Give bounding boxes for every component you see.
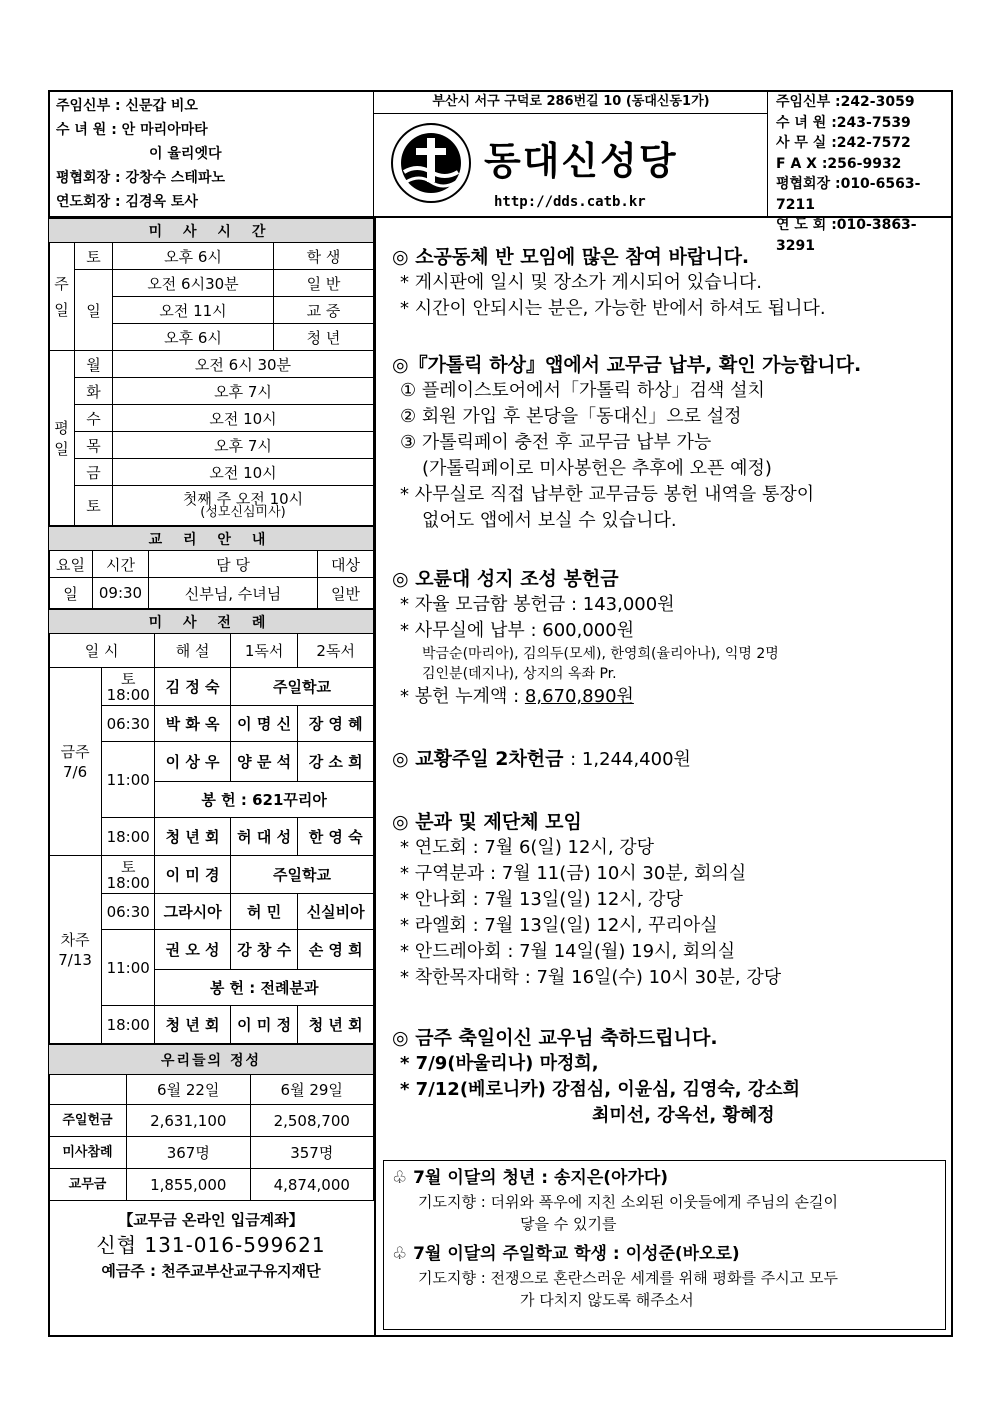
notice-line: ③ 가톨릭페이 충전 후 교무금 납부 가능 bbox=[400, 432, 712, 453]
sunday-label-text: 주일 bbox=[54, 274, 69, 319]
time-cell bbox=[102, 856, 155, 894]
contact-label: 평협회장 : bbox=[776, 176, 841, 192]
staff-value: 안 마리아마타 bbox=[121, 122, 208, 138]
mass-time: 오전 11시 bbox=[113, 297, 274, 324]
week-date: 7/13 bbox=[58, 950, 92, 969]
feast-line: 최미선, 강옥선, 황혜정 bbox=[592, 1105, 775, 1126]
time-cell: 18:00 bbox=[102, 1006, 155, 1044]
total-value: 8,670,890원 bbox=[524, 686, 634, 707]
mass-time: 오후 7시 bbox=[113, 378, 374, 405]
contact-value: 243-7539 bbox=[836, 114, 911, 131]
reader: 장 영 혜 bbox=[298, 706, 374, 742]
week-label: 금주 bbox=[60, 742, 90, 761]
mass-time: 오후 7시 bbox=[113, 432, 374, 459]
contact-value: 010-3863-3291 bbox=[776, 217, 917, 254]
row-label: 주일헌금 bbox=[49, 1105, 127, 1137]
meeting-item: * 안나회 : 7월 13일(일) 12시, 강당 bbox=[400, 889, 683, 910]
account-title: 【교무금 온라인 입금계좌】 bbox=[118, 1211, 304, 1229]
prayer-text: 기도지향 : 전쟁으로 혼란스러운 세계를 위해 평화를 주시고 모두 bbox=[418, 1269, 838, 1287]
week-label: 차주 bbox=[60, 930, 90, 949]
contact-value: 010-6563-7211 bbox=[776, 176, 921, 213]
meeting-item: * 구역분과 : 7월 11(금) 10시 30분, 회의실 bbox=[400, 863, 747, 884]
donor-list: 박금순(마리아), 김의두(모세), 한영희(율리아나), 익명 2명 bbox=[422, 646, 779, 662]
header-staff bbox=[48, 90, 374, 216]
catechism-title: 교 리 안 내 bbox=[49, 527, 374, 551]
col-header: 1독서 bbox=[230, 634, 297, 668]
time-cell: 11:00 bbox=[102, 742, 155, 818]
contact-value: 242-3059 bbox=[840, 94, 915, 110]
day-label: 수 bbox=[75, 405, 113, 432]
commentator: 박 화 옥 bbox=[155, 706, 231, 742]
cat-cell: 일 bbox=[49, 578, 93, 609]
reader: 이 미 정 bbox=[230, 1006, 297, 1044]
reader: 신실비아 bbox=[298, 894, 374, 930]
mass-time-note: (성모신심미사) bbox=[200, 504, 286, 520]
col-header: 대상 bbox=[318, 551, 374, 578]
staff-label: 연도회장 : bbox=[56, 194, 121, 210]
col-header: 2독서 bbox=[298, 634, 374, 668]
notice-line: 없어도 앱에서 보실 수 있습니다. bbox=[422, 510, 677, 531]
weekday-label: 평일 bbox=[49, 351, 75, 526]
church-url[interactable]: http://dds.catb.kr bbox=[494, 194, 646, 210]
header-center bbox=[374, 90, 768, 216]
notice-title: ◎『가톨릭 하상』앱에서 교무금 납부, 확인 가능합니다. bbox=[392, 354, 862, 376]
reader: 강 창 수 bbox=[230, 930, 297, 970]
notice-line: * 사무실로 직접 납부한 교무금등 봉헌 내역을 통장이 bbox=[400, 484, 815, 505]
reader: 주일학교 bbox=[230, 856, 373, 894]
sat-mark: 토 bbox=[120, 857, 136, 876]
amount: 1,855,000 bbox=[127, 1169, 251, 1201]
week-date: 7/6 bbox=[63, 762, 88, 781]
staff-value: 신문갑 비오 bbox=[125, 98, 198, 114]
offering-table bbox=[48, 1044, 374, 1201]
church-address: 부산시 서구 구덕로 286번길 10 (동대신동1가) bbox=[374, 90, 768, 114]
prayer-box bbox=[383, 1160, 946, 1330]
contact-label: 연 도 회 : bbox=[776, 217, 837, 233]
contact-label: 사 무 실 : bbox=[776, 135, 837, 151]
notice-line: * 게시판에 일시 및 장소가 게시되어 있습니다. bbox=[400, 272, 763, 293]
day-label: 금 bbox=[75, 459, 113, 486]
col-header: 해 설 bbox=[155, 634, 231, 668]
staff-label: 평협회장 : bbox=[56, 170, 121, 186]
mass-time: 오후 6시 bbox=[113, 243, 274, 270]
notice-line: (가톨릭페이로 미사봉헌은 추후에 오픈 예정) bbox=[422, 458, 772, 479]
left-column bbox=[48, 218, 376, 1337]
reader: 이 명 신 bbox=[230, 706, 297, 742]
commentator: 김 정 숙 bbox=[155, 668, 231, 706]
blank-cell bbox=[49, 1075, 127, 1105]
prayer-text: 닿을 수 있기를 bbox=[520, 1215, 617, 1233]
amount: 2,508,700 bbox=[250, 1105, 374, 1137]
reader: 허 민 bbox=[230, 894, 297, 930]
mass-time: 오전 6시30분 bbox=[113, 270, 274, 297]
notice-title: ◎ 금주 축일이신 교우님 축하드립니다. bbox=[392, 1027, 718, 1049]
sat-mark: 토 bbox=[120, 669, 136, 688]
staff-value: 김경옥 토사 bbox=[125, 194, 198, 210]
prayer-text: 가 다치지 않도록 해주소서 bbox=[520, 1291, 694, 1309]
notice-line: * 자율 모금함 봉헌금 : 143,000원 bbox=[400, 594, 675, 615]
commentator: 청 년 회 bbox=[155, 818, 231, 856]
day-label: 토 bbox=[75, 486, 113, 526]
commentator: 청 년 회 bbox=[155, 1006, 231, 1044]
next-week-label bbox=[49, 856, 102, 1044]
row-label: 미사참례 bbox=[49, 1137, 127, 1169]
contact-value: 242-7572 bbox=[836, 135, 911, 151]
total-label: * 봉헌 누계액 : bbox=[400, 686, 520, 707]
mass-time: 오전 10시 bbox=[113, 405, 374, 432]
catechism-table bbox=[48, 526, 374, 609]
youth-title: ♧ 7월 이달의 청년 : 송지은(아가다) bbox=[392, 1168, 669, 1188]
day-label: 목 bbox=[75, 432, 113, 459]
feast-line: * 7/12(베로니카) 강점심, 이윤심, 김영숙, 강소희 bbox=[400, 1079, 801, 1100]
reader: 한 영 숙 bbox=[298, 818, 374, 856]
mass-service-table bbox=[48, 609, 374, 1044]
commentator: 이 상 우 bbox=[155, 742, 231, 782]
offering-group: 봉 헌 : 621꾸리아 bbox=[155, 782, 374, 818]
col-header: 6월 29일 bbox=[250, 1075, 374, 1105]
this-week-label bbox=[49, 668, 102, 856]
amount: 367명 bbox=[127, 1137, 251, 1169]
church-logo-icon bbox=[390, 122, 472, 204]
amount: 2,631,100 bbox=[127, 1105, 251, 1137]
staff-value: 이 율리엣다 bbox=[149, 146, 222, 162]
mass-group: 일 반 bbox=[274, 270, 374, 297]
day-label: 월 bbox=[75, 351, 113, 378]
mass-time: 오전 10시 bbox=[113, 459, 374, 486]
mass-times-title: 미 사 시 간 bbox=[49, 219, 374, 243]
cat-cell: 신부님, 수녀님 bbox=[149, 578, 318, 609]
time-cell: 11:00 bbox=[102, 930, 155, 1006]
col-header: 요일 bbox=[49, 551, 93, 578]
time-text: 18:00 bbox=[106, 685, 150, 704]
reader: 양 문 석 bbox=[230, 742, 297, 782]
account-number: 신협 131-016-599621 bbox=[96, 1233, 326, 1257]
mass-time: 오후 6시 bbox=[113, 324, 274, 351]
mass-group: 교 중 bbox=[274, 297, 374, 324]
donor-list: 김인분(데지나), 상지의 옥좌 Pr. bbox=[422, 666, 617, 682]
col-header: 6월 22일 bbox=[127, 1075, 251, 1105]
mass-time-text: 첫째 주 오전 10시 bbox=[182, 489, 304, 508]
commentator: 권 오 성 bbox=[155, 930, 231, 970]
notice-value: : 1,244,400원 bbox=[570, 749, 691, 770]
staff-label: 수 녀 원 : bbox=[56, 122, 117, 138]
notice-line: ① 플레이스토어에서「가톨릭 하상」검색 설치 bbox=[400, 380, 765, 401]
time-cell: 18:00 bbox=[102, 818, 155, 856]
mass-group: 학 생 bbox=[274, 243, 374, 270]
contact-label: F A X : bbox=[776, 155, 828, 172]
notice-line: * 시간이 안되시는 분은, 가능한 반에서 하셔도 됩니다. bbox=[400, 298, 826, 319]
row-label: 교무금 bbox=[49, 1169, 127, 1201]
reader: 강 소 희 bbox=[298, 742, 374, 782]
time-text: 18:00 bbox=[106, 873, 150, 892]
mass-time: 오전 6시 30분 bbox=[113, 351, 374, 378]
cat-cell: 일반 bbox=[318, 578, 374, 609]
account-info bbox=[48, 1201, 374, 1283]
mass-service-title: 미 사 전 례 bbox=[49, 610, 374, 634]
sun-label: 일 bbox=[75, 270, 113, 351]
contact-value: 256-9932 bbox=[827, 155, 902, 172]
church-title: 동대신성당 bbox=[484, 139, 678, 183]
notice-line bbox=[392, 684, 953, 710]
staff-label: 주임신부 : bbox=[56, 98, 121, 114]
notice-line: ② 회원 가입 후 본당을「동대신」으로 설정 bbox=[400, 406, 742, 427]
reader: 주일학교 bbox=[230, 668, 373, 706]
mass-times-table bbox=[48, 218, 374, 526]
notice-title: ◎ 소공동체 반 모임에 많은 참여 바랍니다. bbox=[392, 246, 750, 268]
sat-label: 토 bbox=[75, 243, 113, 270]
sunday-label bbox=[49, 243, 75, 351]
day-label: 화 bbox=[75, 378, 113, 405]
col-header: 시간 bbox=[93, 551, 149, 578]
commentator: 이 미 경 bbox=[155, 856, 231, 894]
col-header: 담 당 bbox=[149, 551, 318, 578]
commentator: 그라시아 bbox=[155, 894, 231, 930]
mass-time-sat bbox=[113, 486, 374, 526]
notice-line: * 사무실에 납부 : 600,000원 bbox=[400, 620, 635, 641]
feast-line: * 7/9(바울리나) 마정희, bbox=[400, 1053, 599, 1074]
notice-title: ◎ 분과 및 제단체 모임 bbox=[392, 811, 582, 833]
reader: 손 영 희 bbox=[298, 930, 374, 970]
student-title: ♧ 7월 이달의 주일학교 학생 : 이성준(바오로) bbox=[392, 1244, 740, 1264]
amount: 357명 bbox=[250, 1137, 374, 1169]
meeting-item: * 안드레아회 : 7월 14일(월) 19시, 회의실 bbox=[400, 941, 736, 962]
mass-group: 청 년 bbox=[274, 324, 374, 351]
meeting-item: * 라엘회 : 7월 13일(일) 12시, 꾸리아실 bbox=[400, 915, 718, 936]
reader: 허 대 성 bbox=[230, 818, 297, 856]
meeting-item: * 착한목자대학 : 7월 16일(수) 10시 30분, 강당 bbox=[400, 967, 782, 988]
prayer-text: 기도지향 : 더위와 폭우에 지친 소외된 이웃들에게 주님의 손길이 bbox=[418, 1193, 838, 1211]
time-cell: 06:30 bbox=[102, 894, 155, 930]
header-contacts bbox=[768, 90, 951, 254]
notices bbox=[378, 218, 953, 1129]
staff-value: 강창수 스테파노 bbox=[125, 170, 225, 186]
time-cell bbox=[102, 668, 155, 706]
cat-cell: 09:30 bbox=[93, 578, 149, 609]
amount: 4,874,000 bbox=[250, 1169, 374, 1201]
notice-title-text: ◎ 교황주일 2차헌금 bbox=[392, 748, 564, 770]
account-holder: 예금주 : 천주교부산교구유지재단 bbox=[101, 1262, 321, 1280]
notice-title bbox=[392, 746, 953, 773]
contact-label: 주임신부 : bbox=[776, 94, 841, 110]
notice-title: ◎ 오륜대 성지 조성 봉헌금 bbox=[392, 568, 619, 590]
offering-group: 봉 헌 : 전례분과 bbox=[155, 970, 374, 1006]
offering-title: 우리들의 정성 bbox=[49, 1045, 374, 1075]
col-header: 일 시 bbox=[49, 634, 155, 668]
meeting-item: * 연도회 : 7월 6(일) 12시, 강당 bbox=[400, 837, 655, 858]
time-cell: 06:30 bbox=[102, 706, 155, 742]
contact-label: 수 녀 원 : bbox=[776, 114, 837, 131]
reader: 청 년 회 bbox=[298, 1006, 374, 1044]
